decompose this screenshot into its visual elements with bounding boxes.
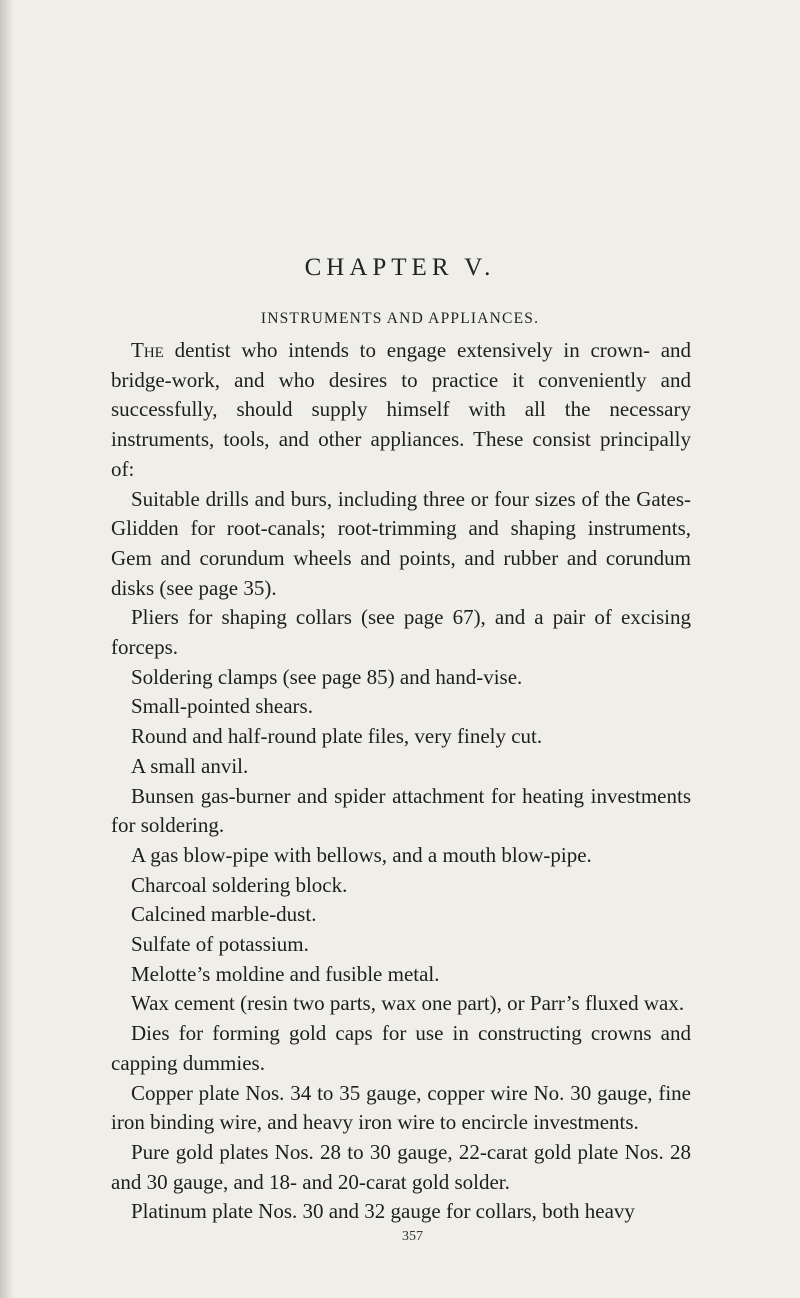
list-item: Wax cement (resin two parts, wax one part), or Parr’s fluxed wax. <box>131 991 685 1016</box>
list-item: Pure gold plates Nos. 28 to 30 gauge, 22-carat gold plate Nos. 28 and 30 gauge, and 18- and 20-carat gold solder. <box>111 1139 691 1194</box>
list-item: Copper plate Nos. 34 to 35 gauge, copper wire No. 30 gauge, fine iron binding wire, and heavy iron wire to encircle investments. <box>111 1080 691 1135</box>
list-item: Melotte’s moldine and fusible metal. <box>131 961 440 986</box>
chapter-title: CHAPTER V. <box>304 254 496 281</box>
list-item: Platinum plate Nos. 30 and 32 gauge for collars, both heavy <box>131 1199 635 1224</box>
list-item: Calcined marble-dust. <box>131 902 317 927</box>
list-item: A small anvil. <box>131 753 249 778</box>
page-gutter-shadow <box>0 0 14 1298</box>
intro-paragraph <box>111 336 691 485</box>
body-text <box>111 336 691 1227</box>
list-item: A gas blow-pipe with bellows, and a mouth blow-pipe. <box>131 842 592 867</box>
list-item: Sulfate of potassium. <box>131 932 309 957</box>
list-item: Charcoal soldering block. <box>131 872 348 897</box>
list-item: Pliers for shaping collars (see page 67), and a pair of excising forceps. <box>111 605 691 660</box>
list-item: Small-pointed shears. <box>131 694 313 719</box>
list-item: Bunsen gas-burner and spider attachment for heating investments for soldering. <box>111 783 691 838</box>
list-item: Soldering clamps (see page 85) and hand-vise. <box>131 664 523 689</box>
list-item: Round and half-round plate files, very finely cut. <box>131 724 543 749</box>
intro-lead-word: The <box>131 338 164 362</box>
intro-text: dentist who intends to engage extensively in crown- and bridge-work, and who desires to practice it conveniently and successfully, should supply himself with all the necessary instruments, tools, and other appliances. These consist principally of: <box>111 338 692 481</box>
list-item: Dies for forming gold caps for use in constructing crowns and capping dummies. <box>111 1021 691 1075</box>
page-number: 357 <box>402 1229 423 1244</box>
list-item: Suitable drills and burs, including three or four sizes of the Gates-Glidden for root-canals; root-trimming and shaping instruments, Gem and corundum wheels and points, and rubber and corundum disks (see page 35). <box>111 486 691 600</box>
section-title: INSTRUMENTS AND APPLIANCES. <box>260 310 540 327</box>
